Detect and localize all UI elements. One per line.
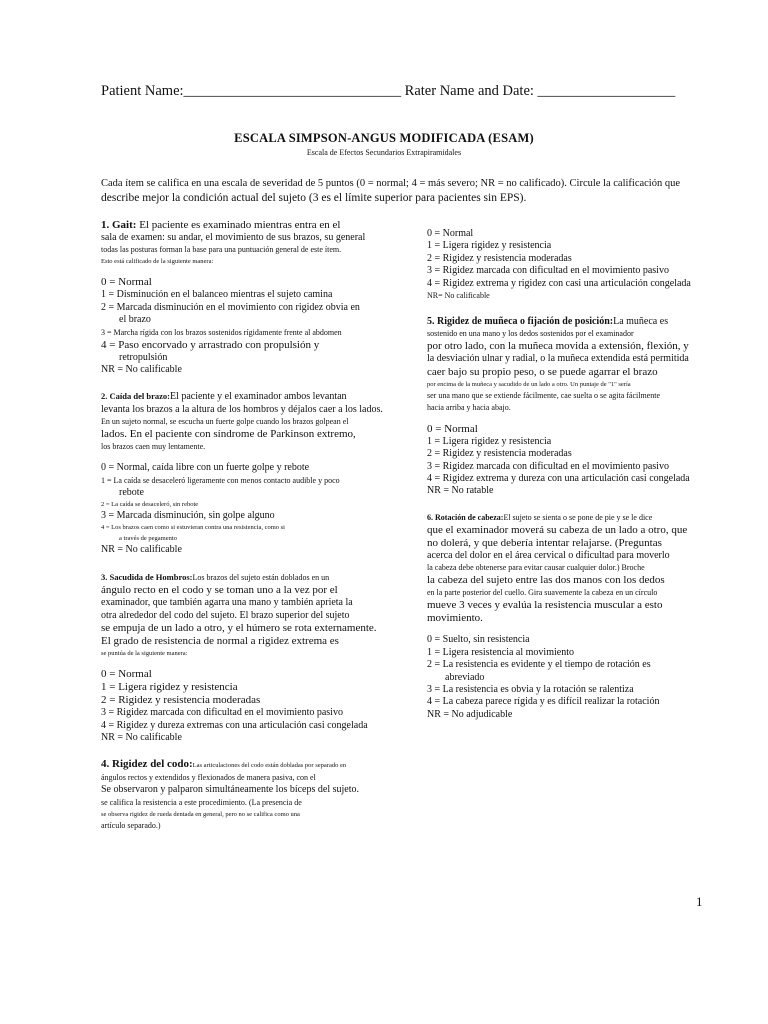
section-shoulder-shaking	[101, 571, 421, 744]
text-line: se califica la resistencia a este procedimiento. (La presencia de	[101, 797, 302, 807]
text-line: se empuja de un lado a otro, y el húmero se rota externamente.	[101, 622, 377, 635]
rating-option: 4 = Los brazos caen como si estuvieran contra una resistencia, como si	[101, 524, 285, 532]
rating-option: 1 = Ligera rigidez y resistencia	[427, 435, 552, 447]
section-elbow-rigidity	[101, 758, 421, 831]
rating-option: 1 = Ligera resistencia al movimiento	[427, 646, 574, 658]
text-line: los brazos caen muy lentamente.	[101, 442, 206, 452]
text-line: Esto está calificado de la siguiente manera:	[101, 258, 214, 266]
left-column	[101, 219, 421, 832]
text-line: En un sujeto normal, se escucha un fuerte golpe cuando los brazos golpean el	[101, 417, 349, 427]
document-title: ESCALA SIMPSON-ANGUS MODIFICADA (ESAM)	[234, 131, 534, 145]
rating-option: 4 = Rigidez y dureza extremas con una articulación casi congelada	[101, 719, 368, 731]
rating-option-nr: NR = No calificable	[101, 731, 182, 743]
text-line: ángulo recto en el codo y se toman uno a la vez por el	[101, 584, 338, 597]
section-gait-heading: 1. Gait:	[101, 219, 137, 231]
section-gait	[101, 219, 421, 376]
rating-option: 3 = Marcha rígida con los brazos sostenidos rígidamente frente al abdomen	[101, 327, 342, 337]
rating-option: 1 = Ligera rigidez y resistencia	[427, 240, 552, 252]
text-line: otra alrededor del codo del sujeto. El brazo superior del sujeto	[101, 609, 350, 621]
rating-option: 2 = Marcada disminución en el movimiento con rigidez obvia en	[101, 301, 360, 313]
text-line: Los brazos del sujeto están doblados en un	[192, 572, 330, 582]
section-elbow-rigidity-heading: 4. Rigidez del codo:	[101, 758, 193, 771]
text-line: se observa rigidez de rueda dentada en general, pero no se califica como una	[101, 810, 300, 818]
text-line: sala de examen: su andar, el movimiento de sus brazos, su general	[101, 232, 366, 243]
text-line: El paciente y el examinador ambos levantan	[169, 391, 347, 403]
rating-option: 4 = Rigidez extrema y rigidez con casi una articulación congelada	[427, 277, 691, 289]
rating-option-continued: retropulsión	[119, 351, 168, 363]
rating-option: 1 = Ligera rigidez y resistencia	[101, 681, 238, 694]
text-line: artículo separado.)	[101, 820, 161, 830]
rating-option-nr: NR = No adjudicable	[427, 708, 513, 720]
text-line: levanta los brazos a la altura de los hombros y déjalos caer a los lados.	[101, 403, 383, 415]
text-line: se puntúa de la siguiente manera:	[101, 650, 188, 658]
section-arm-dropping	[101, 390, 421, 556]
rating-option-nr: NR = No calificable	[101, 544, 182, 556]
text-line: movimiento.	[427, 612, 483, 625]
text-line: no dolerá, y que debería intentar relajarse. (Preguntas	[427, 536, 662, 549]
rating-option-nr: NR = No ratable	[427, 485, 494, 497]
patient-rater-header: Patient Name:______________________________ Rater Name and Date: ___________________	[101, 83, 676, 99]
rating-option: 4 = La cabeza parece rígida y es difícil realizar la rotación	[427, 696, 660, 708]
rating-option: 0 = Normal	[101, 276, 152, 289]
rating-option: 2 = La caída se desaceleró, sin rebote	[101, 501, 199, 509]
rating-option: 3 = Rigidez marcada con dificultad en el movimiento pasivo	[427, 460, 669, 472]
rating-option-nr: NR = No calificable	[101, 364, 182, 376]
rating-option: 0 = Normal	[427, 228, 474, 239]
page-number: 1	[696, 894, 703, 909]
text-line: Las articulaciones del codo están dobladas por separado en	[192, 762, 347, 770]
rating-option: 1 = Disminución en el balanceo mientras el sujeto camina	[101, 289, 333, 301]
section-gait-intro	[101, 219, 421, 232]
rating-option-continued: a través de pegamento	[119, 535, 177, 543]
text-line: ángulos rectos y extendidos y flexionados de manera pasiva, con el	[101, 773, 316, 783]
text-line: ser una mano que se extiende fácilmente, cae suelta o se agita fácilmente	[427, 390, 661, 400]
text-line: la desviación ulnar y radial, o la muñeca extendida está permitida	[427, 353, 689, 365]
text-line: mueve 3 veces y evalúa la resistencia muscular a esto	[427, 599, 663, 612]
text-line: caer bajo su propio peso, o se puede agarrar el brazo	[427, 365, 658, 378]
text-line: El sujeto se sienta o se pone de pie y se le dice	[503, 512, 653, 522]
rating-option: 2 = Rigidez y resistencia moderadas	[427, 252, 572, 264]
rating-option-continued: abreviado	[445, 671, 485, 683]
section-wrist-rigidity-intro	[427, 316, 727, 328]
section-wrist-rigidity-heading: 5. Rigidez de muñeca o fijación de posición:	[427, 316, 614, 328]
text-line: por otro lado, con la muñeca movida a extensión, flexión, y	[427, 340, 689, 353]
section-head-rotation	[427, 512, 727, 721]
text-line: por encima de la muñeca y sacudido de un lado a otro. Un puntaje de "1" sería	[427, 380, 631, 388]
rating-option: 0 = Normal, caída libre con un fuerte golpe y rebote	[101, 462, 310, 474]
text-line: sostenido en una mano y los dedos sostenidos por el examinador	[427, 329, 634, 339]
text-line: lados. En el paciente con síndrome de Parkinson extremo,	[101, 428, 356, 441]
text-line: la cabeza del sujeto entre las dos manos con los dedos	[427, 574, 665, 587]
text-line: hacia arriba y hacia abajo.	[427, 402, 511, 412]
rating-option: 3 = Rigidez marcada con dificultad en el movimiento pasivo	[427, 265, 669, 277]
rating-option: 3 = Rigidez marcada con dificultad en el movimiento pasivo	[101, 707, 343, 719]
text-line: la cabeza debe obtenerse para evitar causar cualquier dolor.) Broche	[427, 563, 645, 573]
text-line: que el examinador moverá su cabeza de un lado a otro, que	[427, 523, 688, 536]
rating-option: 3 = La resistencia es obvia y la rotación se ralentiza	[427, 683, 634, 695]
rating-option: 2 = La resistencia es evidente y el tiempo de rotación es	[427, 659, 651, 671]
text-line: El paciente es examinado mientras entra en el	[136, 219, 341, 231]
rating-option: 2 = Rigidez y resistencia moderadas	[427, 448, 572, 460]
text-line: todas las posturas forman la base para una puntuación general de este ítem.	[101, 245, 342, 255]
section-wrist-rigidity	[427, 316, 727, 498]
rating-option: 0 = Normal	[101, 668, 152, 681]
text-line: El grado de resistencia de normal a rigidez extrema es	[101, 635, 339, 648]
text-line: La muñeca es	[613, 316, 669, 328]
rating-option-continued: rebote	[119, 486, 144, 498]
section-arm-dropping-intro	[101, 390, 421, 403]
rating-option-nr: NR= No calificable	[427, 291, 490, 301]
rating-option-continued: el brazo	[119, 314, 151, 326]
text-line: en la parte posterior del cuello. Gira suavemente la cabeza en un círculo	[427, 588, 658, 598]
text-line: acerca del dolor en el área cervical o dificultad para moverlo	[427, 549, 670, 561]
rating-option: 0 = Suelto, sin resistencia	[427, 634, 530, 646]
section-elbow-rigidity-options	[427, 228, 727, 302]
section-arm-dropping-heading: 2. Caída del brazo:	[101, 391, 170, 402]
right-column	[427, 228, 727, 721]
document-subtitle: Escala de Efectos Secundarios Extrapiramidales	[306, 148, 462, 157]
section-elbow-rigidity-intro	[101, 758, 421, 772]
section-head-rotation-intro	[427, 512, 727, 524]
instructions-line-1: Cada ítem se califica en una escala de severidad de 5 puntos (0 = normal; 4 = más severo; NR = no calificado). Circule la calificación que	[101, 178, 681, 189]
rating-option: 4 = Rigidez extrema y dureza con una articulación casi congelada	[427, 473, 690, 485]
rating-option: 1 = La caída se desaceleró ligeramente con menos contacto audible y poco	[101, 475, 340, 485]
section-shoulder-shaking-intro	[101, 571, 421, 584]
rating-option: 0 = Normal	[427, 422, 478, 435]
text-line: examinador, que también agarra una mano y también aprieta la	[101, 597, 353, 609]
rating-option: 4 = Paso encorvado y arrastrado con propulsión y	[101, 338, 320, 351]
rating-option: 2 = Rigidez y resistencia moderadas	[101, 694, 261, 707]
rating-option: 3 = Marcada disminución, sin golpe alguno	[101, 510, 275, 522]
instructions	[101, 177, 731, 205]
text-line: Se observaron y palparon simultáneamente los bíceps del sujeto.	[101, 784, 359, 796]
instructions-line-2: describe mejor la condición actual del sujeto (3 es el límite superior para pacientes sin EPS).	[101, 192, 527, 204]
section-shoulder-shaking-heading: 3. Sacudida de Hombros:	[101, 571, 193, 582]
section-head-rotation-heading: 6. Rotación de cabeza:	[427, 512, 504, 522]
